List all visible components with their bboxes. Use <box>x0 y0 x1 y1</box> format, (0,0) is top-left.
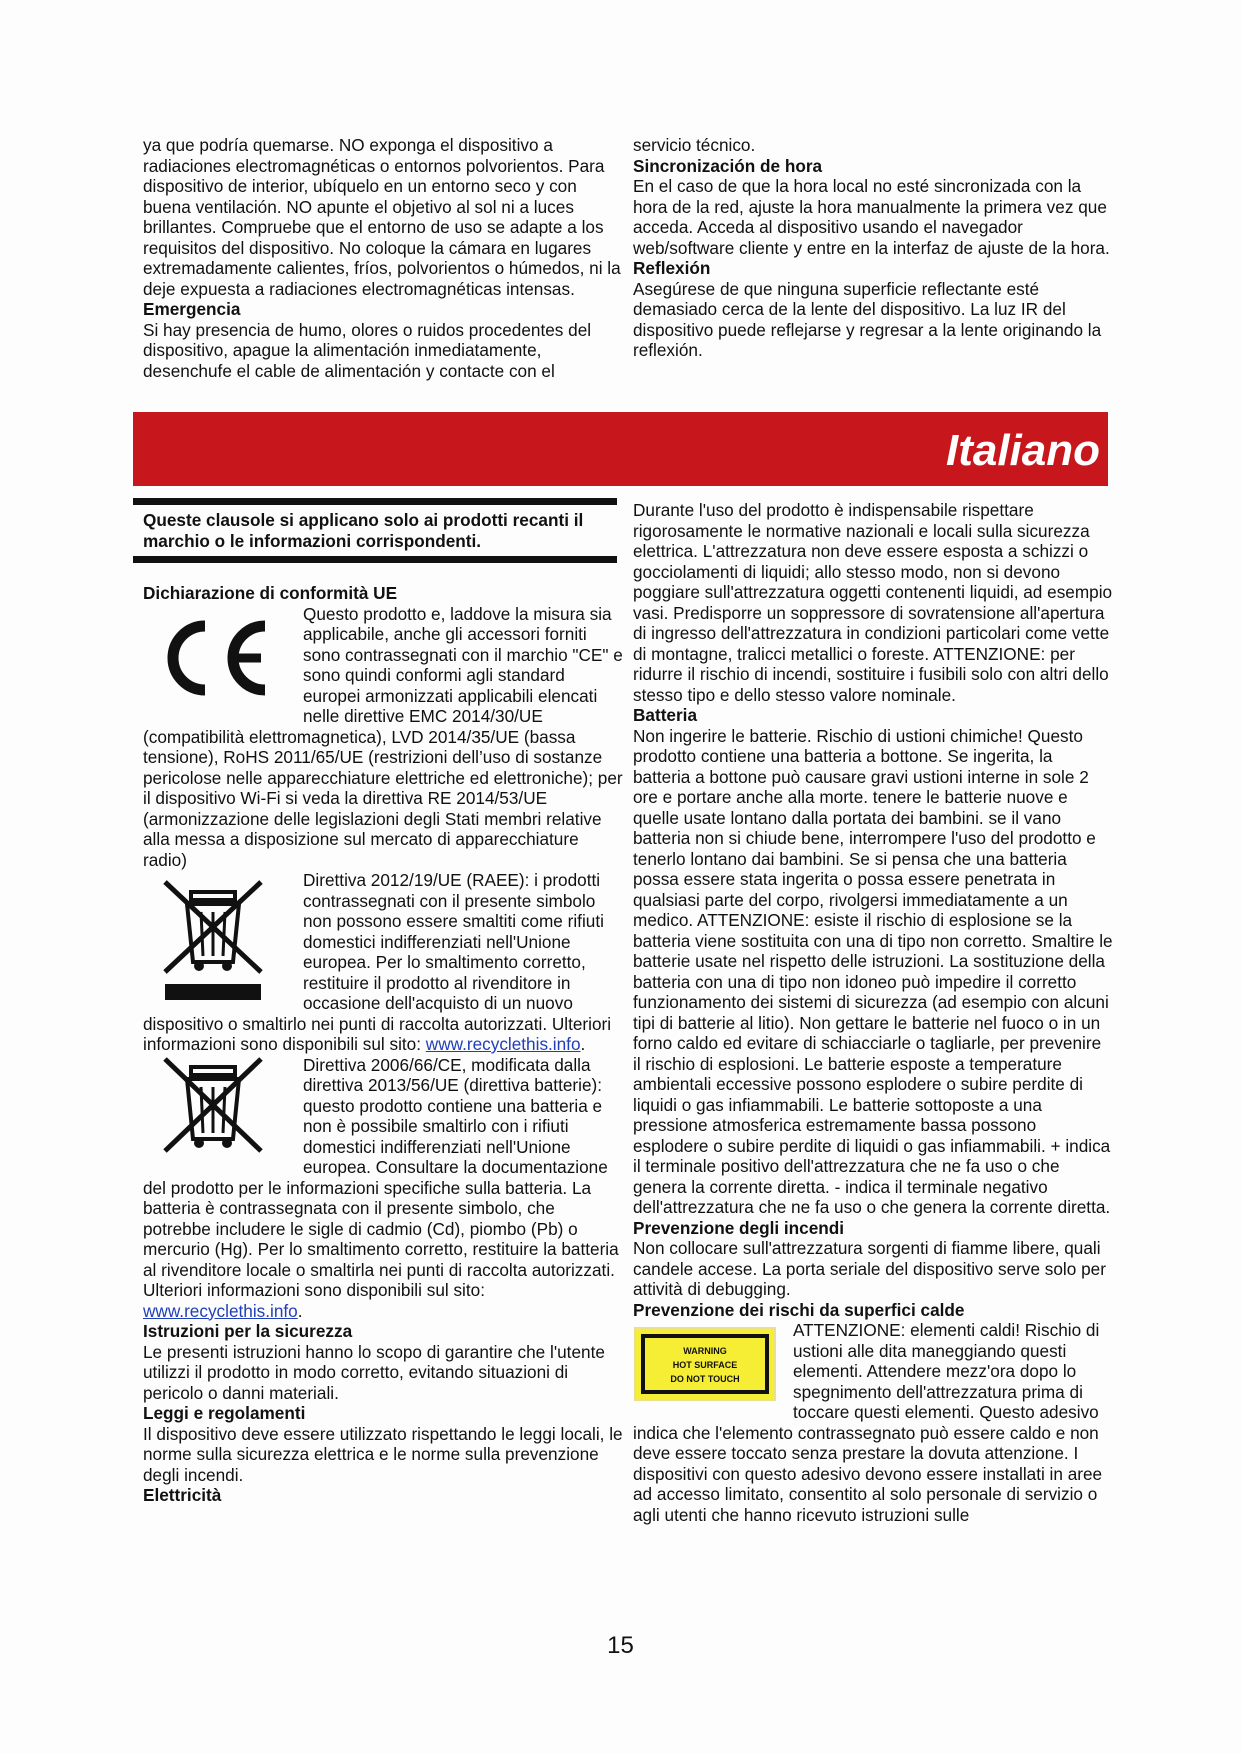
laws-heading: Leggi e regolamenti <box>143 1403 306 1423</box>
battery-heading: Batteria <box>633 705 697 725</box>
battery-warning-text: Non ingerire le batterie. Rischio di ustioni chimiche! Questo prodotto contiene una batteria a bottone. Se ingerita, la batteria a bottone può causare gravi ustioni interne in sole 2 ore e portare anche alla morte. tenere le batterie nuove e quelle usate lontano dalla portata dei bambini. se il vano batteria non si chiude bene, interrompere l'uso del prodotto e tenerlo lontano dai bambini. Se si pensa che una batteria possa essere stata ingerita o possa essere penetrata in qualsiasi parte del corpo, rivolgersi immediatamente a un medico. ATTENZIONE: esiste il rischio di esplosione se la batteria viene sostituita con una di tipo non corretto. Smaltire le batterie usate nel rispetto delle istruzioni. La sostituzione della batteria con una di tipo non idoneo può impedire il corretto funzionamento dei sistemi di sicurezza (ad esempio con alcuni tipi di batterie al litio). Non gettare le batterie nel fuoco o in un forno caldo ed evitare di schiacciarle o tagliarle, per prevenire il rischio di esplosioni. Le batterie esposte a temperature ambientali eccessive possono esplodere o subire perdite di liquidi o gas infiammabili. Le batterie sottoposte a una pressione atmosferica estremamente bassa possono esplodere o subire perdite di liquidi o gas infiammabili. + indica il terminale positivo dell'attrezzatura che ne fa uso o che genera la corrente diretta. - indica il terminale negativo dell'attrezzatura che ne fa uso o che genera la corrente diretta. <box>633 725 1113 1217</box>
page-number: 15 <box>607 1632 634 1659</box>
ce-mark-icon <box>143 604 293 704</box>
battery-link[interactable]: www.recyclethis.info <box>143 1300 298 1321</box>
reflection-heading: Reflexión <box>633 258 711 278</box>
battery-bin-icon <box>143 1055 293 1163</box>
hot-surface-text: ATTENZIONE: elementi caldi! Rischio di ustioni alle dita maneggiando questi elementi. Attendere mezz'ora dopo lo spegnimento dell'attrezzatura prima di toccare questi elementi. Questo adesivo indica che l'elemento contrassegnato può essere caldo e non deve essere toccato senza prestare la dovuta attenzione. I dispositivi con questo adesivo devono essere installati in aree ad accesso limitato, consentito al solo personale di servizio o agli utenti che hanno ricevuto istruzioni sulle <box>633 1320 1103 1525</box>
safety-heading: Istruzioni per la sicurezza <box>143 1321 353 1341</box>
time-sync-heading: Sincronización de hora <box>633 155 823 176</box>
reflection-text: Asegúrese de que ninguna superficie reflectante esté demasiado cerca de la lente del dispositivo. La luz IR del dispositivo puede reflejarse y regresar a la lente originando la reflexión. <box>633 278 1102 360</box>
language-title: Italiano <box>945 426 1100 475</box>
weee-text: Direttiva 2012/19/UE (RAEE): i prodotti contrassegnati con il presente simbolo non possono essere smaltiti come rifiuti domestici indifferenziati nell'Unione europea. Per lo smaltimento corretto, restituire il prodotto al rivenditore in occasione dell'acquisto di un nuovo dispositivo o smaltirlo nei punti di raccolta autorizzati. Ulteriori informazioni sono disponibili sul sito: www.recyclethis.info. <box>143 870 612 1054</box>
hot-surface-heading: Prevenzione dei rischi da superfici calde <box>633 1299 965 1320</box>
fire-text: Non collocare sull'attrezzatura sorgenti di fiamme libere, quali candele accese. La porta seriale del dispositivo serve solo per attività di debugging. <box>633 1238 1106 1299</box>
battery-directive-body: Direttiva 2006/66/CE, modificata dalla direttiva 2013/56/UE (direttiva batterie): questo prodotto contiene una batteria e non è possibile smaltirlo con i rifiuti domestici indifferenziati nell'Unione europea. Consultare la documentazione del prodotto per le informazioni specifiche sulla batteria. La batteria è contrassegnata con il presente simbolo, che potrebbe includere le sigle di cadmio (Cd), piombo (Pb) o mercurio (Hg). Per lo smaltimento corretto, restituire la batteria al rivenditore locale o smaltirla nei punti di raccolta autorizzati. Ulteriori informazioni sono disponibili sul sito: <box>143 1054 619 1300</box>
laws-text: Il dispositivo deve essere utilizzato rispettando le leggi locali, le norme sulla sicurezza elettrica e le norme sulla prevenzione degli incendi. <box>143 1423 623 1485</box>
weee-bin-icon <box>143 876 293 1006</box>
weee-link[interactable]: www.recyclethis.info <box>425 1034 581 1054</box>
clause-notice: Queste clausole si applicano solo ai prodotti recanti il marchio o le informazioni corrispondenti. <box>143 510 584 551</box>
divider-bottom <box>133 556 617 563</box>
warning-line-2: HOT SURFACE <box>672 1360 738 1370</box>
spanish-paragraph: ya que podría quemarse. NO exponga el dispositivo a radiaciones electromagnéticas o entornos polvorientos. Para dispositivo de interior, ubíquelo en un entorno seco y con buena ventilación. NO apunte el objetivo al sol ni a luces brillantes. Compruebe que el entorno de uso se adapte a los requisitos del dispositivo. No coloque la cámara en lugares extremadamente calientes, fríos, polvorientos o húmedos, ni la deje expuesta a radiaciones electromagnéticas intensas. <box>143 135 621 299</box>
emergency-text: Si hay presencia de humo, olores o ruidos procedentes del dispositivo, apague la alimentación inmediatamente, desenchufe el cable de alimentación y contacte con el <box>143 319 592 381</box>
italian-left-column <box>143 583 623 1506</box>
fire-heading: Prevenzione degli incendi <box>633 1217 845 1238</box>
hot-surface-warning-icon <box>633 1326 783 1404</box>
italian-right-column <box>633 500 1113 1525</box>
time-sync-text: En el caso de que la hora local no esté sincronizada con la hora de la red, ajuste la hora manualmente la primera vez que acceda. Acceda al dispositivo usando el navegador web/software cliente y entre en la interfaz de ajuste de la hora. <box>633 176 1110 258</box>
eu-conformity-heading: Dichiarazione di conformità UE <box>143 583 398 603</box>
language-banner <box>133 412 1108 486</box>
safety-text: Le presenti istruzioni hanno lo scopo di garantire che l'utente utilizzi il prodotto in modo corretto, evitando situazioni di pericolo o danni materiali. <box>143 1341 605 1403</box>
spanish-left-column <box>143 135 623 381</box>
warning-line-1: WARNING <box>683 1346 727 1356</box>
electricity-heading: Elettricità <box>143 1485 222 1505</box>
emergency-heading: Emergencia <box>143 299 241 319</box>
electricity-text: Durante l'uso del prodotto è indispensabile rispettare rigorosamente le normative nazionali e locali sulla sicurezza elettrica. L'attrezzatura non deve essere esposta a schizzi o gocciolamenti di liquidi; allo stesso modo, non si devono poggiare sull'attrezzatura oggetti contenenti liquidi, ad esempio vasi. Predisporre un soppressore di sovratensione all'apertura di ingresso dell'attrezzatura in condizioni particolari come vette di montagne, tralicci metallici o foreste. ATTENZIONE: per ridurre il rischio di incendi, sostituire i fusibili solo con altri dello stesso tipo e dello stesso valore nominale. <box>633 500 1113 705</box>
spanish-continuation: servicio técnico. <box>633 135 756 155</box>
spanish-right-column <box>633 135 1113 361</box>
warning-line-3: DO NOT TOUCH <box>670 1374 740 1384</box>
divider-top <box>133 498 617 505</box>
eu-conformity-text: Questo prodotto e, laddove la misura sia applicabile, anche gli accessori forniti sono contrassegnati con il marchio "CE" e sono quindi conformi agli standard europei armonizzati applicabili elencati nelle direttive EMC 2014/30/UE (compatibilità elettromagnetica), LVD 2014/35/UE (bassa tensione), RoHS 2011/65/UE (restrizioni dell’uso di sostanze pericolose nelle apparecchiature elettriche ed elettroniche); per il dispositivo Wi-Fi si veda la direttiva RE 2014/53/UE (armonizzazione delle legislazioni degli Stati membri relative alla messa a disposizione sul mercato di apparecchiature radio) <box>143 603 623 870</box>
weee-body: Direttiva 2012/19/UE (RAEE): i prodotti contrassegnati con il presente simbolo non possono essere smaltiti come rifiuti domestici indifferenziati nell'Unione europea. Per lo smaltimento corretto, restituire il prodotto al rivenditore in occasione dell'acquisto di un nuovo dispositivo o smaltirlo nei punti di raccolta autorizzati. Ulteriori informazioni sono disponibili sul sito: <box>143 870 612 1054</box>
battery-directive-text: Direttiva 2006/66/CE, modificata dalla direttiva 2013/56/UE (direttiva batterie): questo prodotto contiene una batteria e non è possibile smaltirlo con i rifiuti domestici indifferenziati nell'Unione europea. Consultare la documentazione del prodotto per le informazioni specifiche sulla batteria. La batteria è contrassegnata con il presente simbolo, che potrebbe includere le sigle di cadmio (Cd), piombo (Pb) o mercurio (Hg). Per lo smaltimento corretto, restituire la batteria al rivenditore locale o smaltirla nei punti di raccolta autorizzati. Ulteriori informazioni sono disponibili sul sito: www.recyclethis.info. <box>143 1054 619 1321</box>
